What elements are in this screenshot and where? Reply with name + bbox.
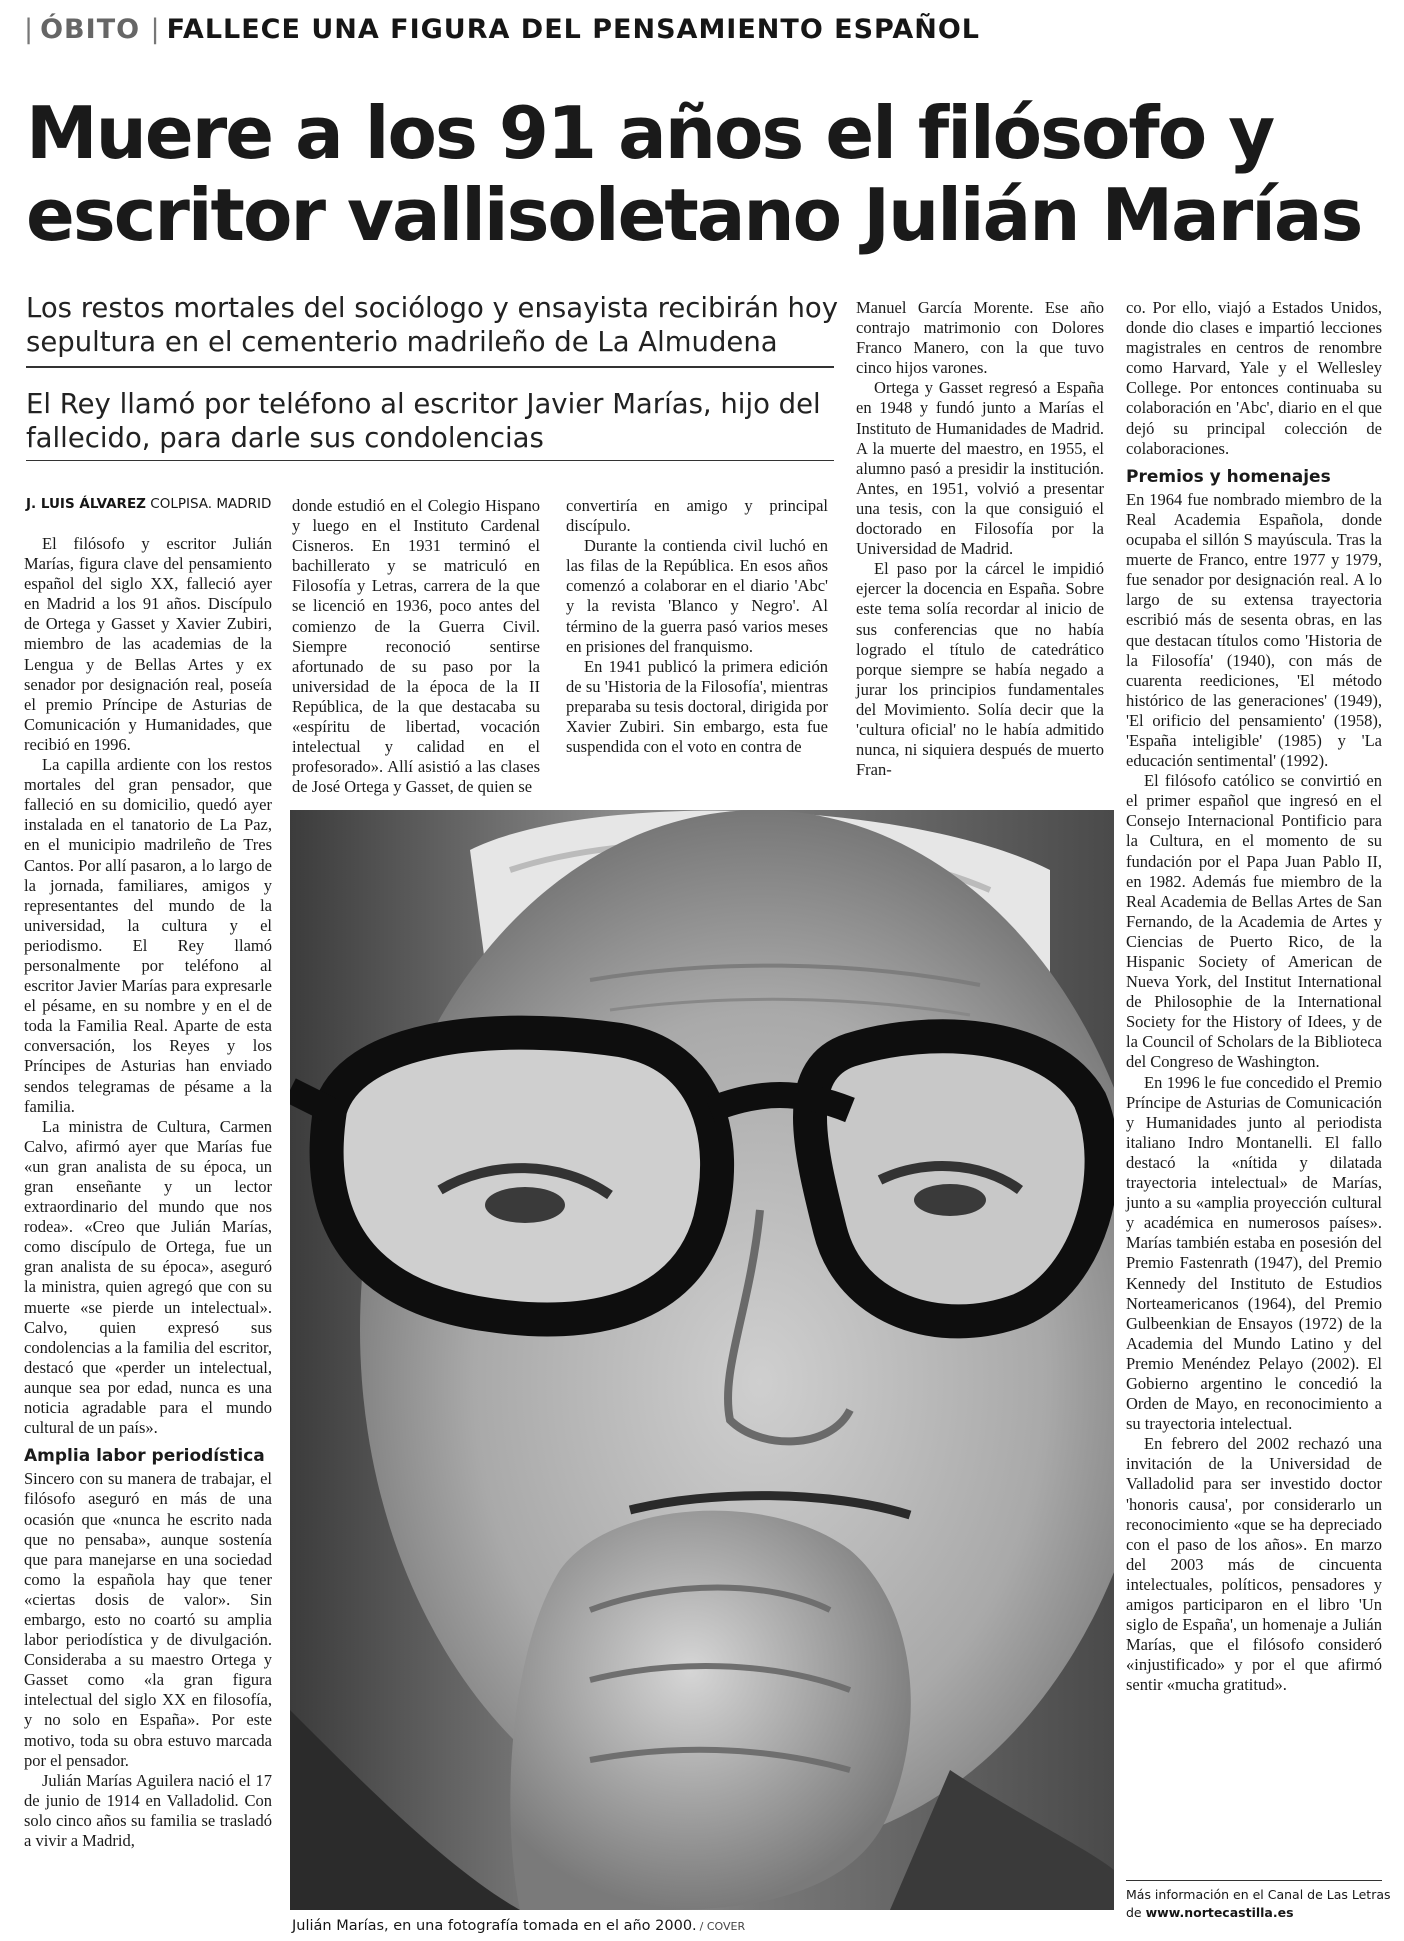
paragraph: El filósofo católico se convirtió en el primer español que ingresó en el Consejo Internacional Pontificio para la Cultura, en el momento de su fundación por el Papa Juan Pablo II, en 1982. Además fue miembro de la Real Academia de Bellas Artes de San Fernando, de la Academia de Artes y Ciencias de Puerto Rico, de la Hispanic Society of American de Nueva York, del Institut International de Philosophie de la International Society for the History of Idees, y de la Council of Scholars de la Biblioteca del Congreso de Washington.	[1126, 771, 1382, 1072]
paragraph: La ministra de Cultura, Carmen Calvo, afirmó ayer que Marías fue «un gran analista de su época, un gran enseñante y un lector extraordinario del mundo que nos rodea». «Creo que Julián Marías, como discípulo de Ortega, fue un gran analista de su época», aseguró la ministra, quien agregó que con su muerte «se pierde un intelectual». Calvo, quien expresó sus condolencias a la familia del escritor, destacó que «perder un intelectual, aunque sea por edad, nunca es una noticia agradable para el mundo cultural de un país».	[24, 1116, 272, 1438]
section-label: ÓBITO	[40, 14, 141, 45]
deck-divider	[26, 366, 834, 368]
paragraph: Sincero con su manera de trabajar, el filósofo aseguró en más de una ocasión que «nunca he escrito nada que no pensaba», aunque sostenía que para manejarse en una sociedad como la española hay que tener «ciertas dosis de valor». Sin embargo, esto no coartó su amplia labor periodística y de divulgación. Consideraba a su maestro Ortega y Gasset como «la gran figura intelectual del siglo XX en filosofía, y no solo en España». Por este motivo, toda su obra estuvo marcada por el pensador.	[24, 1469, 272, 1770]
kicker-separator: |	[150, 14, 161, 45]
portrait-photo	[290, 810, 1114, 1910]
photo-credit: / COVER	[699, 1920, 746, 1933]
article-column-2	[292, 496, 540, 797]
byline-author: J. LUIS ÁLVAREZ	[26, 496, 146, 512]
subheading: Amplia labor periodística	[24, 1446, 265, 1467]
paragraph: El filósofo y escritor Julián Marías, figura clave del pensamiento español del siglo XX, falleció ayer en Madrid a los 91 años. Discípulo de Ortega y Gasset y Xavier Zubiri, miembro de las academias de la Lengua y de Bellas Artes y ex senador por designación real, poseía el premio Príncipe de Asturias de Comunicación y Humanidades, que recibió en 1996.	[24, 534, 272, 754]
paragraph: En 1941 publicó la primera edición de su 'Historia de la Filosofía', mientras preparaba su tesis doctoral, dirigida por Xavier Zubiri. Sin embargo, esta fue suspendida con el voto en contra de	[566, 656, 828, 757]
more-info-text: Más información en el Canal de Las Letras de	[1126, 1887, 1391, 1920]
byline	[26, 496, 296, 512]
article-column-4	[856, 298, 1104, 780]
deck-divider-bottom	[26, 460, 834, 461]
article-column-3	[566, 496, 828, 757]
paragraph: En 1996 le fue concedido el Premio Príncipe de Asturias de Comunicación y Humanidades junto al periodista italiano Indro Montanelli. El fallo destacó la «nítida y dilatada trayectoria intelectual» de Marías, junto a su «amplia proyección cultural y académica en numerosos países». Marías también estaba en posesión del Premio Fastenrath (1947), del Premio Kennedy del Instituto de Estudios Norteamericanos (1964), del Premio Gulbeenkian de Ensayos (1972) de la Academia del Mundo Latino y del Premio Menéndez Pelayo (2002). El Gobierno argentino le concedió la Orden de Mayo, en reconocimiento a su trayectoria intelectual.	[1126, 1072, 1382, 1434]
paragraph: En 1964 fue nombrado miembro de la Real Academia Española, donde ocupaba el sillón S mayúscula. Tras la muerte de Franco, entre 1977 y 1979, fue senador por designación real. A lo largo de su extensa trayectoria escribió más de sesenta obras, en las que destacan títulos como 'Historia de la Filosofía' (1940), con más de cuarenta reediciones, 'El método histórico de las generaciones' (1949), 'El orificio del pensamiento' (1958), 'España inteligible' (1985) y 'La educación sentimental' (1992).	[1126, 489, 1382, 771]
paragraph: Julián Marías Aguilera nació el 17 de junio de 1914 en Valladolid. Con solo cinco años su familia se trasladó a vivir a Madrid,	[24, 1770, 272, 1850]
more-info	[1126, 1886, 1396, 1922]
paragraph: convertiría en amigo y principal discípulo.	[566, 496, 828, 536]
caption-text: Julián Marías, en una fotografía tomada en el año 2000.	[292, 1918, 697, 1934]
paragraph: co. Por ello, viajó a Estados Unidos, donde dio clases e impartió lecciones magistrales en centros de renombre como Harvard, Yale y el Wellesley College. Por entonces continuaba su colaboración en 'Abc', diario en el que dejó su principal colección de colaboraciones.	[1126, 298, 1382, 458]
paragraph: En febrero del 2002 rechazó una invitación de la Universidad de Valladolid para ser investido doctor 'honoris causa', por considerarlo un reconocimiento «que se ha depreciado con el paso de los años». En marzo del 2003 más de cincuenta intelectuales, políticos, pensadores y amigos participaron en el libro 'Un siglo de España', un homenaje a Julián Marías, que el filósofo consideró «injustificado» y por el que afirmó sentir «mucha gratitud».	[1126, 1434, 1382, 1695]
paragraph: Durante la contienda civil luchó en las filas de la República. En esos años comenzó a colaborar en el diario 'Abc' y la revista 'Blanco y Negro'. Al término de la guerra pasó varios meses en prisiones del franquismo.	[566, 536, 828, 656]
topic-label: FALLECE UNA FIGURA DEL PENSAMIENTO ESPAÑOL	[166, 14, 981, 45]
subheading: Premios y homenajes	[1126, 466, 1331, 487]
paragraph: donde estudió en el Colegio Hispano y luego en el Instituto Cardenal Cisneros. En 1931 terminó el bachillerato y se matriculó en Filosofía y Letras, carrera de la que se licenció en 1936, poco antes del comienzo de la Guerra Civil. Siempre reconoció sentirse afortunado de su paso por la universidad de la época de la II República, de la que destacaba su «espíritu de libertad, vocación intelectual y calidad en el profesorado». Allí asistió a las clases de José Ortega y Gasset, de quien se	[292, 496, 540, 797]
section-kicker	[24, 14, 980, 45]
deck-secondary: El Rey llamó por teléfono al escritor Javier Marías, hijo del fallecido, para darle sus condolencias	[26, 388, 821, 454]
portrait-illustration	[290, 810, 1114, 1910]
byline-agency: COLPISA. MADRID	[150, 496, 272, 512]
more-info-link[interactable]: www.nortecastilla.es	[1145, 1905, 1294, 1920]
article-column-1	[24, 534, 272, 1851]
paragraph: El paso por la cárcel le impidió ejercer la docencia en España. Sobre este tema solía recordar al inicio de sus conferencias que no había logrado el título de catedrático porque siempre se había negado a jurar los principios fundamentales del Movimiento. Solía decir que la 'cultura oficial' no le había admitido nunca, ni siquiera después de muerto Fran-	[856, 559, 1104, 780]
more-info-divider	[1126, 1880, 1382, 1881]
photo-caption	[292, 1918, 745, 1934]
paragraph: La capilla ardiente con los restos mortales del gran pensador, que falleció en su domicilio, quedó ayer instalada en el tanatorio de La Paz, en el municipio madrileño de Tres Cantos. Por allí pasaron, a lo largo de la jornada, familiares, amigos y representantes del mundo de la universidad, la cultura y el periodismo. El Rey llamó personalmente por teléfono al escritor Javier Marías para expresarle el pésame, en su nombre y en el de toda la Familia Real. Aparte de esta conversación, los Reyes y los Príncipes de Asturias han enviado sendos telegramas de pésame a la familia.	[24, 755, 272, 1116]
deck-primary: Los restos mortales del sociólogo y ensayista recibirán hoy sepultura en el cementerio madrileño de La Almudena	[26, 292, 839, 358]
kicker-bar: |	[24, 14, 35, 45]
paragraph: Ortega y Gasset regresó a España en 1948 y fundó junto a Marías el Instituto de Humanidades de Madrid. A la muerte del maestro, en 1955, el alumno pasó a presidir la institución. Antes, en 1951, volvió a presentar una tesis, con la que consiguió el doctorado en Filosofía por la Universidad de Madrid.	[856, 378, 1104, 559]
paragraph: Manuel García Morente. Ese año contrajo matrimonio con Dolores Franco Manero, con la que tuvo cinco hijos varones.	[856, 298, 1104, 378]
headline: Muere a los 91 años el filósofo y escritor vallisoletano Julián Marías	[26, 91, 1362, 257]
article-column-5	[1126, 298, 1382, 1695]
